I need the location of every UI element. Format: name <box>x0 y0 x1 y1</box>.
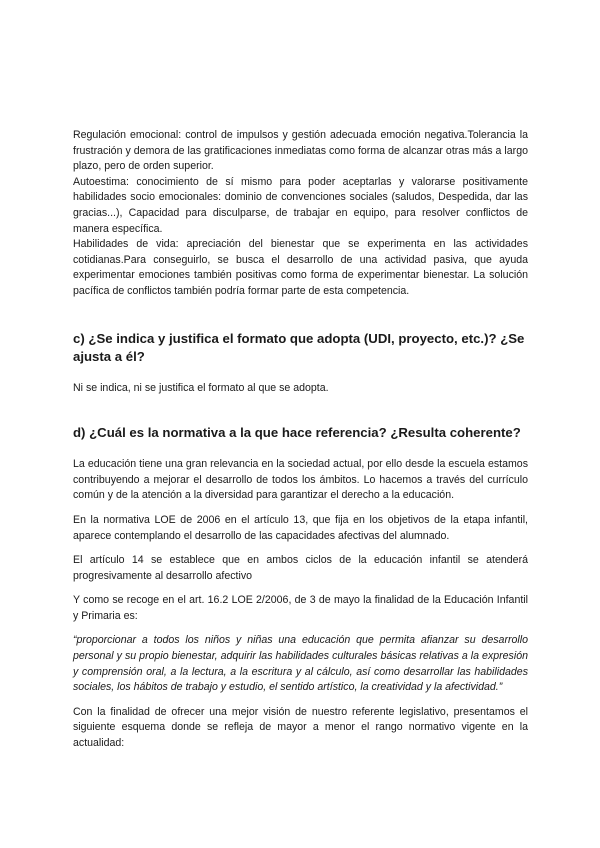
section-c-heading: c) ¿Se indica y justifica el formato que adopta (UDI, proyecto, etc.)? ¿Se ajusta a él? <box>73 330 525 364</box>
section-d-paragraph-art16: Y como se recoge en el art. 16.2 LOE 2/2006, de 3 de mayo la finalidad de la Educación Infantil y Primaria es: <box>73 594 528 622</box>
section-d-paragraph-art14: El artículo 14 se establece que en ambos ciclos de la educación infantil se atenderá progresivamente al desarrollo afectivo <box>73 554 528 582</box>
section-d-heading: d) ¿Cuál es la normativa a la que hace referencia? ¿Resulta coherente? <box>73 425 521 441</box>
section-d-paragraph-loe-art13: En la normativa LOE de 2006 en el artículo 13, que fija en los objetivos de la etapa infantil, aparece contemplando el desarrollo de las capacidades afectivas del alumnado. <box>73 513 528 542</box>
document-page <box>73 128 528 752</box>
paragraph-regulacion-emocional: Regulación emocional: control de impulsos y gestión adecuada emoción negativa.Tolerancia la frustración y demora de las gratificaciones inmediatas como forma de alcanzar otras más a largo plazo, pero de orden superior. <box>73 129 528 173</box>
paragraph-habilidades-de-vida: Habilidades de vida: apreciación del bienestar que se experimenta en las actividades cotidianas.Para conseguirlo, se busca el desarrollo de una actividad pasiva, que ayuda experimentar emociones también positivas como forma de experimentar bienestar. La solución pacífica de conflictos también podría formar parte de esta competencia. <box>73 238 528 297</box>
section-d-paragraph-closing: Con la finalidad de ofrecer una mejor visión de nuestro referente legislativo, presentamos el siguiente esquema donde se refleja de mayor a menor el rango normativo vigente en la actualidad: <box>73 705 528 750</box>
section-d-paragraph-intro: La educación tiene una gran relevancia en la sociedad actual, por ello desde la escuela estamos contribuyendo a mejorar el desarrollo de todos los ámbitos. Lo hacemos a través del currículo común y de la atención a la diversidad para garantizar el derecho a la educación. <box>73 458 528 502</box>
section-d-quote: “proporcionar a todos los niños y niñas una educación que permita afianzar su desarrollo personal y su propio bienestar, adquirir las habilidades culturales básicas relativas a la expresión y comprensión oral, a la lectura, a la escritura y al cálculo, así como desarrollar las habilidades sociales, los hábitos de trabajo y estudio, el sentido artístico, la creatividad y la afectividad.” <box>73 634 528 694</box>
section-c-paragraph: Ni se indica, ni se justifica el formato al que se adopta. <box>73 381 329 394</box>
paragraph-autoestima: Autoestima: conocimiento de sí mismo para poder aceptarlas y valorarse positivamente habilidades socio emocionales: dominio de convenciones sociales (saludos, Despedida, dar las gracias...), Capacidad para disculparse, de trabajar en equipo, para resolver conflictos de manera específica. <box>73 175 528 235</box>
